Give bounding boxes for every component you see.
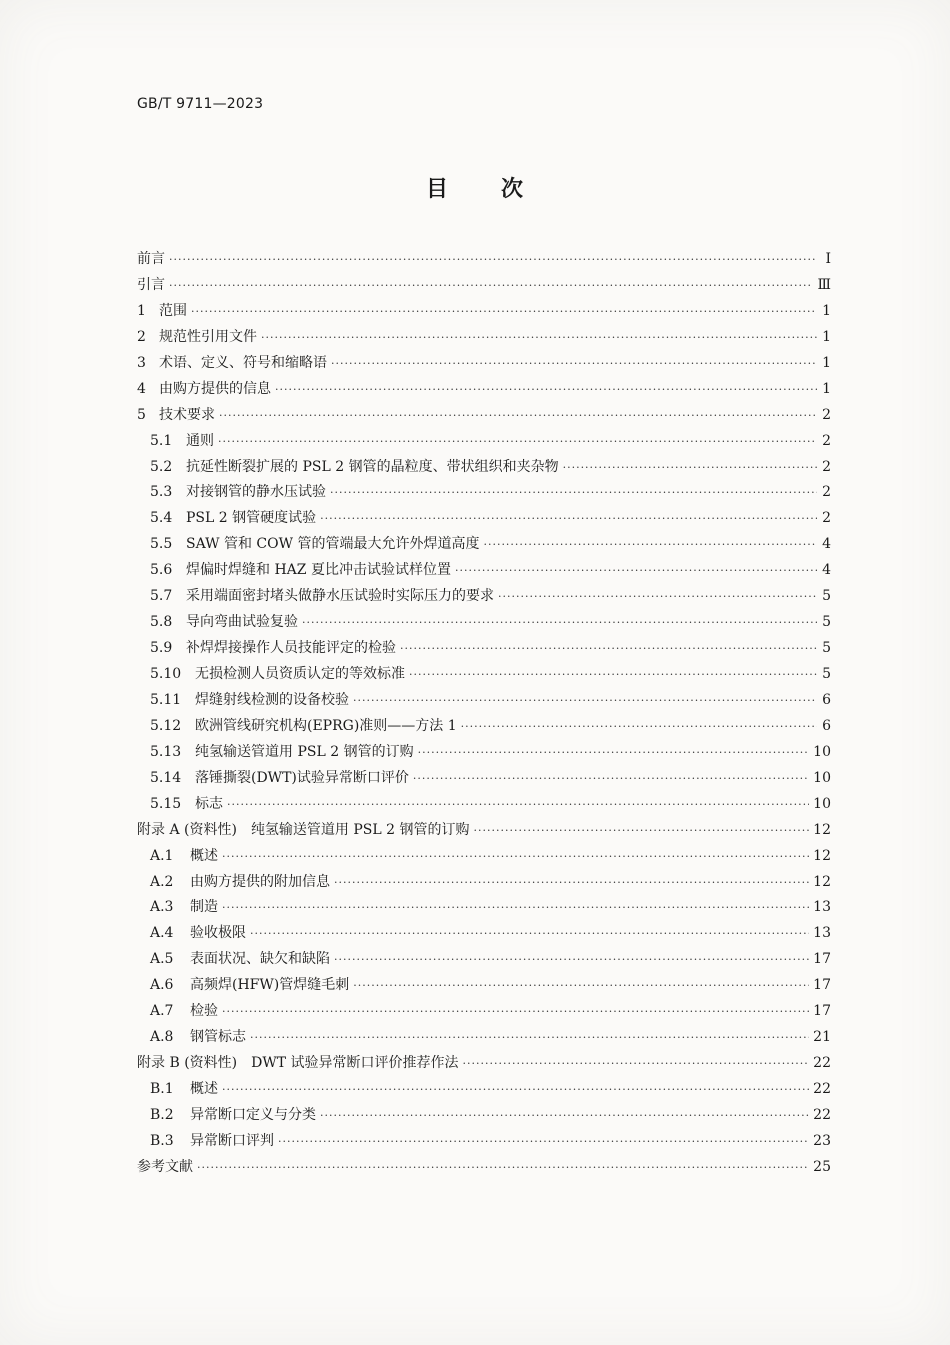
dot-leader	[219, 403, 817, 429]
toc-entry-page: 2	[822, 484, 831, 501]
dot-leader	[455, 558, 817, 584]
toc-entry-page: 6	[822, 691, 831, 708]
toc-entry-label: 表面状况、缺欠和缺陷	[190, 951, 330, 968]
toc-entry-page: 5	[822, 588, 831, 605]
toc-entry-number: B.1	[150, 1081, 174, 1097]
toc-entry[interactable]	[137, 1076, 831, 1102]
toc-entry-number: 5.4	[150, 510, 173, 527]
toc-entry-number: 5.15	[150, 795, 182, 812]
dot-leader	[461, 714, 817, 740]
dot-leader	[250, 1025, 809, 1051]
toc-entry-label: 欧洲管线研究机构(EPRG)准则——方法 1	[195, 717, 457, 734]
dot-leader	[302, 610, 817, 636]
dot-leader	[222, 1077, 809, 1103]
dot-leader	[409, 662, 817, 688]
toc-entry-page: 5	[822, 640, 831, 657]
toc-entry-label: 制造	[190, 899, 218, 916]
toc-entry-page: 17	[813, 977, 831, 994]
toc-entry-label: 验收极限	[190, 925, 246, 942]
toc-entry-number: 4	[137, 380, 146, 397]
toc-entry-label: 落锤撕裂(DWT)试验异常断口评价	[195, 769, 409, 786]
toc-entry[interactable]	[137, 687, 831, 713]
toc-entry[interactable]	[137, 972, 831, 998]
toc-entry[interactable]	[137, 946, 831, 972]
toc-entry-label: 前言	[137, 251, 165, 267]
toc-entry-label: 术语、定义、符号和缩略语	[159, 354, 327, 371]
toc-entry-number: 5.2	[150, 458, 173, 475]
toc-entry-number: A.6	[150, 977, 174, 994]
toc-entry-number: B.3	[150, 1132, 174, 1149]
toc-entry-page: 25	[813, 1158, 831, 1175]
dot-leader	[222, 999, 809, 1025]
toc-entry-label: 异常断口定义与分类	[190, 1106, 316, 1123]
toc-entry[interactable]	[137, 1102, 831, 1128]
toc-entry-label: 焊缝射线检测的设备校验	[195, 691, 349, 708]
toc-entry[interactable]	[137, 713, 831, 739]
toc-entry[interactable]	[137, 791, 831, 817]
toc-entry[interactable]	[137, 635, 831, 661]
toc-entry[interactable]	[137, 1154, 831, 1180]
toc-entry-label: 范围	[159, 302, 187, 319]
toc-entry[interactable]	[137, 661, 831, 687]
toc-entry-label: 采用端面密封堵头做静水压试验时实际压力的要求	[186, 588, 494, 605]
toc-entry-number: 5.9	[150, 640, 173, 657]
dot-leader	[197, 1155, 809, 1181]
toc-entry-number: 5.8	[150, 614, 173, 631]
toc-entry-number: 5.13	[150, 743, 182, 760]
toc-entry-number: 附录 B (资料性)	[137, 1055, 238, 1072]
toc-entry[interactable]	[137, 1128, 831, 1154]
toc-entry-page: 4	[822, 536, 831, 553]
toc-entry-page: 2	[822, 406, 831, 423]
toc-entry-label: 概述	[190, 1081, 218, 1097]
toc-entry-label: 抗延性断裂扩展的 PSL 2 钢管的晶粒度、带状组织和夹杂物	[186, 458, 559, 475]
toc-entry-page: 2	[822, 432, 831, 449]
dot-leader	[278, 1129, 809, 1155]
toc-entry-label: PSL 2 钢管硬度试验	[186, 510, 317, 527]
toc-entry[interactable]	[137, 894, 831, 920]
toc-entry-page: Ⅲ	[817, 276, 831, 293]
dot-leader	[334, 870, 809, 896]
toc-entry[interactable]	[137, 920, 831, 946]
toc-entry-number: 5.10	[150, 666, 182, 682]
toc-entry[interactable]	[137, 583, 831, 609]
toc-entry-page: 17	[813, 1003, 831, 1020]
toc-entry-number: 5.1	[150, 432, 173, 449]
dot-leader	[353, 688, 817, 714]
toc-entry-number: 2	[137, 328, 146, 345]
toc-entry[interactable]	[137, 246, 831, 272]
dot-leader	[169, 247, 817, 273]
toc-entry[interactable]	[137, 376, 831, 402]
toc-entry-page: 23	[813, 1132, 831, 1149]
toc-entry-label: 引言	[137, 276, 165, 293]
toc-entry[interactable]	[137, 765, 831, 791]
toc-entry-page: 12	[813, 873, 831, 890]
toc-entry-number: A.4	[150, 925, 174, 942]
title-part-2: 次	[501, 177, 525, 202]
toc-entry-number: A.5	[150, 951, 174, 968]
toc-entry-label: 纯氢输送管道用 PSL 2 钢管的订购	[195, 743, 414, 760]
toc-entry-page: 5	[822, 666, 831, 682]
toc-entry-page: 10	[813, 743, 831, 760]
toc-entry[interactable]	[137, 869, 831, 895]
toc-entry[interactable]	[137, 531, 831, 557]
toc-entry-page: 1	[822, 328, 831, 345]
toc-entry[interactable]	[137, 739, 831, 765]
toc-entry-label: 技术要求	[159, 406, 215, 423]
dot-leader	[250, 921, 809, 947]
dot-leader	[483, 532, 817, 558]
toc-entry-label: 检验	[190, 1003, 218, 1020]
dot-leader	[169, 273, 813, 299]
toc-entry-page: 2	[822, 510, 831, 527]
dot-leader	[334, 947, 809, 973]
toc-entry-label: 由购方提供的信息	[159, 380, 271, 397]
toc-entry-number: A.2	[150, 873, 174, 890]
standard-code: GB/T 9711—2023	[137, 96, 264, 112]
toc-entry-page: 2	[822, 458, 831, 475]
toc-entry[interactable]	[137, 557, 831, 583]
toc-entry[interactable]	[137, 998, 831, 1024]
toc-entry-page: 12	[813, 847, 831, 864]
toc-entry-number: A.7	[150, 1003, 174, 1020]
toc-entry[interactable]	[137, 324, 831, 350]
toc-entry-number: 5.5	[150, 536, 173, 553]
toc-entry-number: 5.11	[150, 691, 182, 708]
dot-leader	[413, 766, 809, 792]
dot-leader	[320, 1103, 809, 1129]
toc-entry-label: SAW 管和 COW 管的管端最大允许外焊道高度	[186, 536, 480, 553]
toc-entry-page: 17	[813, 951, 831, 968]
toc-entry-number: 1	[137, 302, 146, 319]
toc-entry-page: 4	[822, 562, 831, 579]
toc-entry-page: 12	[813, 821, 831, 838]
toc-entry-label: 高频焊(HFW)管焊缝毛刺	[190, 977, 350, 994]
toc-entry-number: A.3	[150, 899, 174, 916]
toc-entry-number: 5.14	[150, 769, 182, 786]
toc-entry-page: 5	[822, 614, 831, 631]
dot-leader	[222, 895, 809, 921]
dot-leader	[261, 325, 817, 351]
toc-entry-page: 1	[822, 354, 831, 371]
dot-leader	[222, 844, 809, 870]
toc-entry-label: 对接钢管的静水压试验	[186, 484, 326, 501]
toc-entry-label: 无损检测人员资质认定的等效标准	[195, 666, 405, 682]
toc-entry-page: 22	[813, 1081, 831, 1097]
dot-leader	[275, 377, 817, 403]
dot-leader	[474, 818, 810, 844]
toc-entry-label: 标志	[195, 795, 223, 812]
toc-entry-page: 10	[813, 769, 831, 786]
toc-entry[interactable]	[137, 843, 831, 869]
toc-entry-number: 附录 A (资料性)	[137, 821, 237, 838]
toc-entry[interactable]	[137, 1050, 831, 1076]
toc-entry-page: 1	[822, 302, 831, 319]
dot-leader	[330, 480, 817, 506]
toc-entry-page: 22	[813, 1055, 831, 1072]
toc-entry-label: 规范性引用文件	[159, 328, 257, 345]
toc-entry-number: B.2	[150, 1106, 174, 1123]
toc-entry-page: 21	[813, 1029, 831, 1046]
toc-entry[interactable]	[137, 350, 831, 376]
dot-leader	[227, 792, 809, 818]
toc-entry[interactable]	[137, 272, 831, 298]
toc-entry[interactable]	[137, 402, 831, 428]
toc-entry-label: 钢管标志	[190, 1029, 246, 1046]
toc-entry-page: 22	[813, 1106, 831, 1123]
toc-entry-label: 异常断口评判	[190, 1132, 274, 1149]
toc-entry[interactable]	[137, 428, 831, 454]
toc-entry-number: 5.12	[150, 717, 182, 734]
toc-entry-label: 焊偏时焊缝和 HAZ 夏比冲击试验试样位置	[186, 562, 451, 579]
dot-leader	[463, 1051, 810, 1077]
toc-entry[interactable]	[137, 454, 831, 480]
toc-entry-label: 参考文献	[137, 1158, 193, 1175]
dot-leader	[331, 351, 817, 377]
toc-entry-page: 13	[813, 899, 831, 916]
toc-entry-number: 5.6	[150, 562, 173, 579]
toc-entry-label: 纯氢输送管道用 PSL 2 钢管的订购	[250, 821, 470, 838]
toc-entry-number: 5.3	[150, 484, 173, 501]
toc-entry[interactable]	[137, 479, 831, 505]
dot-leader	[353, 973, 809, 999]
title-part-1: 目	[425, 177, 449, 202]
toc-entry[interactable]	[137, 609, 831, 635]
toc-entry-number: A.1	[150, 847, 174, 864]
toc-entry-page: 1	[822, 380, 831, 397]
table-of-contents	[137, 246, 831, 1180]
dot-leader	[563, 455, 817, 481]
toc-entry-number: 5.7	[150, 588, 173, 605]
toc-entry-number: 3	[137, 354, 146, 371]
dot-leader	[498, 584, 817, 610]
page-title	[0, 172, 950, 203]
toc-entry[interactable]	[137, 1024, 831, 1050]
toc-entry-label: 概述	[190, 847, 218, 864]
dot-leader	[418, 740, 810, 766]
toc-entry-number: A.8	[150, 1029, 174, 1046]
toc-entry-page: 6	[822, 717, 831, 734]
dot-leader	[320, 506, 817, 532]
toc-entry-label: 导向弯曲试验复验	[186, 614, 298, 631]
toc-entry-label: DWT 试验异常断口评价推荐作法	[251, 1055, 459, 1072]
toc-entry-label: 补焊焊接操作人员技能评定的检验	[186, 640, 396, 657]
toc-entry-page: 10	[813, 795, 831, 812]
dot-leader	[191, 299, 817, 325]
toc-entry-label: 通则	[186, 432, 214, 449]
toc-entry[interactable]	[137, 505, 831, 531]
toc-entry-page: 13	[813, 925, 831, 942]
dot-leader	[218, 429, 817, 455]
toc-entry-label: 由购方提供的附加信息	[190, 873, 330, 890]
dot-leader	[400, 636, 817, 662]
toc-entry-number: 5	[137, 406, 146, 423]
toc-entry[interactable]	[137, 298, 831, 324]
toc-entry[interactable]	[137, 817, 831, 843]
toc-entry-page: Ⅰ	[825, 251, 831, 267]
